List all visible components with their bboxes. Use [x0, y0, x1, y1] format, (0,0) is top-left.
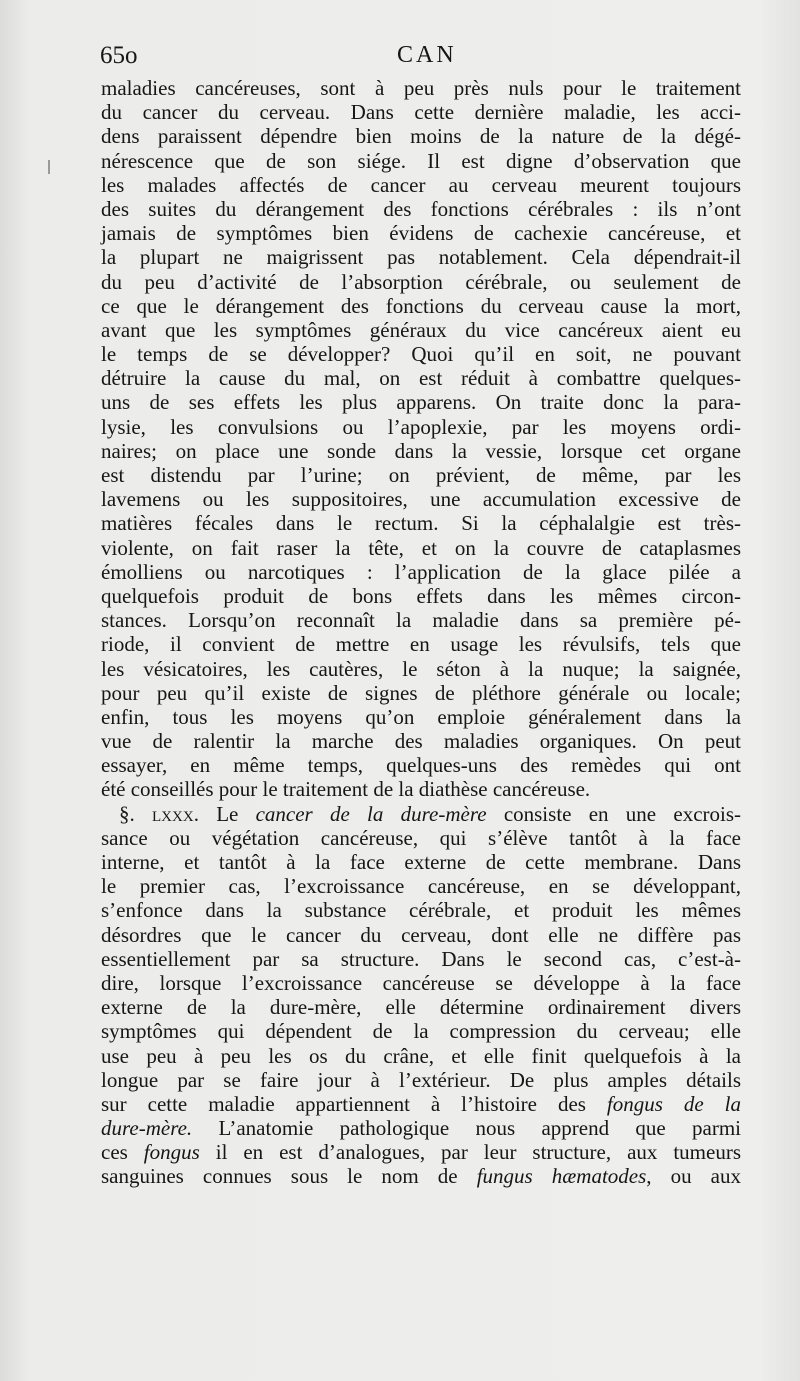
text-line: stances. Lorsqu’on reconnaît la maladie dans sa première pé-: [101, 608, 741, 633]
text-line: essayer, en même temps, quelques-uns des remèdes qui ont: [101, 753, 741, 778]
text-line: [101, 1140, 741, 1164]
text-line: use peu à peu les os du crâne, et elle finit quelquefois à la: [101, 1043, 741, 1068]
text-line: matières fécales dans le rectum. Si la céphalalgie est très-: [101, 511, 741, 536]
text-span: ces: [101, 1140, 144, 1165]
text-line: [101, 1092, 741, 1116]
text-line: désordres que le cancer du cerveau, dont elle ne diffère pas: [101, 922, 741, 947]
text-span: consiste en une excrois-: [486, 801, 742, 826]
text-line: avant que les symptômes généraux du vice cancéreux aient eu: [101, 317, 741, 342]
text-line: les vésicatoires, les cautères, le séton à la nuque; la saignée,: [101, 656, 741, 681]
text-line: du peu d’activité de l’absorption cérébrale, ou seulement de: [101, 269, 741, 294]
text-span: sur cette maladie appartiennent à l’histoire des: [101, 1091, 607, 1116]
text-line: maladies cancéreuses, sont à peu près nuls pour le traitement: [101, 76, 741, 100]
italic-span: dure-mère.: [101, 1116, 193, 1141]
text-line: vue de ralentir la marche des maladies organiques. On peut: [101, 729, 741, 754]
body-text: [101, 76, 741, 1189]
text-span: il en est d’analogues, par leur structure, aux tumeurs: [199, 1140, 741, 1165]
italic-span: fongus: [143, 1140, 200, 1165]
small-caps-span: lxxx: [152, 801, 194, 826]
text-line: riode, il convient de mettre en usage les révulsifs, tels que: [101, 632, 741, 657]
page-number: 65o: [100, 42, 138, 69]
text-line: le temps de se développer? Quoi qu’il en soit, ne pouvant: [101, 342, 741, 367]
text-line: du cancer du cerveau. Dans cette dernière maladie, les acci-: [101, 100, 741, 125]
text-span: L’anatomie pathologique nous apprend que parmi: [192, 1116, 741, 1141]
margin-mark: [48, 160, 50, 174]
page-header: [100, 42, 740, 76]
text-line: pour peu qu’il existe de signes de pléthore générale ou locale;: [101, 680, 741, 705]
text-line: externe de la dure-mère, elle détermine ordinairement divers: [101, 995, 741, 1020]
text-line: détruire la cause du mal, on est réduit à combattre quelques-: [101, 366, 741, 391]
text-span: §.: [119, 801, 153, 826]
text-line: nérescence que de son siége. Il est digne d’observation que: [101, 148, 741, 173]
running-head: CAN: [397, 42, 457, 68]
text-line: dire, lorsque l’excroissance cancéreuse se développe à la face: [101, 970, 741, 995]
text-line: interne, et tantôt à la face externe de cette membrane. Dans: [101, 850, 741, 874]
text-line: longue par se faire jour à l’extérieur. De plus amples détails: [101, 1067, 741, 1092]
text-line: [101, 1164, 741, 1188]
text-line: la plupart ne maigrissent pas notablement. Cela dépendrait-il: [101, 245, 741, 270]
text-line: naires; on place une sonde dans la vessie, lorsque cet organe: [101, 438, 741, 463]
text-line: le premier cas, l’excroissance cancéreuse, en se développant,: [101, 874, 741, 899]
text-line: symptômes qui dépendent de la compression du cerveau; elle: [101, 1019, 741, 1044]
text-line: lysie, les convulsions ou l’apoplexie, par les moyens ordi-: [101, 414, 741, 439]
text-line: quelquefois produit de bons effets dans les mêmes circon-: [101, 583, 741, 608]
text-line: [101, 1116, 741, 1140]
text-span: . Le: [193, 801, 256, 826]
text-span: , ou aux: [646, 1164, 741, 1189]
text-line: dens paraissent dépendre bien moins de la nature de la dégé-: [101, 124, 741, 149]
text-line: est distendu par l’urine; on prévient, de même, par les: [101, 463, 741, 487]
text-line: violente, on fait raser la tête, et on la couvre de cataplasmes: [101, 535, 741, 560]
text-line: s’enfonce dans la substance cérébrale, et produit les mêmes: [101, 898, 741, 923]
text-line: lavemens ou les suppositoires, une accumulation excessive de: [101, 487, 741, 512]
text-line: essentiellement par sa structure. Dans le second cas, c’est-à-: [101, 946, 741, 971]
text-line: [101, 802, 741, 826]
italic-span: cancer de la dure-mère: [255, 801, 487, 826]
text-span: sanguines connues sous le nom de: [101, 1164, 477, 1189]
italic-span: fungus hæmatodes: [476, 1164, 647, 1189]
text-line: enfin, tous les moyens qu’on emploie généralement dans la: [101, 704, 741, 729]
italic-span: fongus de la: [606, 1091, 741, 1116]
text-line: émolliens ou narcotiques : l’application de la glace pilée a: [101, 559, 741, 584]
text-line: été conseillés pour le traitement de la diathèse cancéreuse.: [101, 777, 591, 802]
text-line: les malades affectés de cancer au cerveau meurent toujours: [101, 172, 741, 197]
text-line: ce que le dérangement des fonctions du cerveau cause la mort,: [101, 293, 741, 318]
text-line: jamais de symptômes bien évidens de cachexie cancéreuse, et: [101, 221, 741, 246]
text-line: des suites du dérangement des fonctions cérébrales : ils n’ont: [101, 196, 741, 221]
text-line: uns de ses effets les plus apparens. On traite donc la para-: [101, 390, 741, 415]
text-line: sance ou végétation cancéreuse, qui s’élève tantôt à la face: [101, 825, 741, 850]
